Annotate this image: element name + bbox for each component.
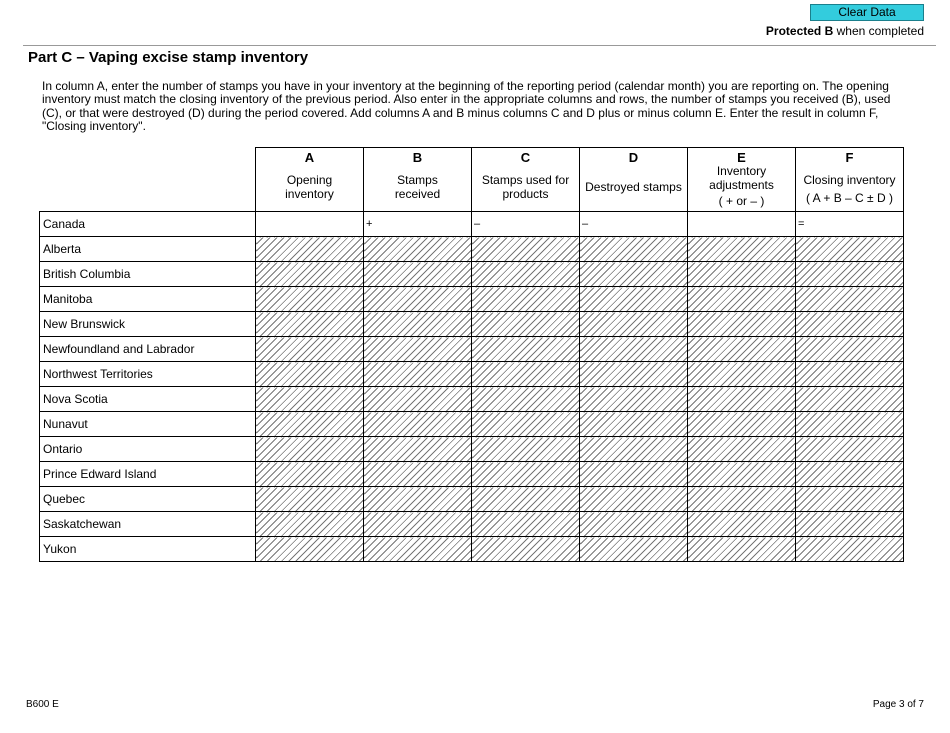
table-row-canada bbox=[40, 212, 904, 237]
hatched-cell bbox=[796, 362, 904, 387]
column-header-b bbox=[364, 148, 472, 212]
hatched-cell bbox=[256, 487, 364, 512]
column-desc-line: Stamps bbox=[397, 173, 438, 187]
row-label: New Brunswick bbox=[40, 312, 256, 337]
instructions-paragraph: In column A, enter the number of stamps you have in your inventory at the beginning of the reporting period (calendar month) you are reporting on. The opening inventory must match the closing inventory of the previous period. Also enter in the appropriate columns and rows, the number of stamps you received (B), used (C), or that were destroyed (D) during the period covered. Add columns A and B minus columns C and D plus or minus column E. Enter the result in column F, "Closing inventory". bbox=[42, 79, 891, 133]
hatched-cell bbox=[472, 387, 580, 412]
hatched-cell bbox=[364, 387, 472, 412]
table-header-row bbox=[40, 148, 904, 212]
column-letter: E bbox=[737, 150, 746, 165]
hatched-cell bbox=[256, 412, 364, 437]
header-divider bbox=[23, 45, 936, 46]
row-label: Yukon bbox=[40, 537, 256, 562]
column-desc-line: Opening bbox=[286, 173, 333, 187]
hatched-cell bbox=[256, 237, 364, 262]
row-label: Alberta bbox=[40, 237, 256, 262]
column-desc-line: Destroyed stamps bbox=[585, 180, 682, 194]
table-row bbox=[40, 237, 904, 262]
hatched-cell bbox=[580, 237, 688, 262]
hatched-cell bbox=[580, 537, 688, 562]
canada-b-input[interactable]: + bbox=[364, 212, 472, 237]
column-letter: C bbox=[520, 150, 531, 165]
hatched-cell bbox=[796, 337, 904, 362]
canada-f-input[interactable]: = bbox=[796, 212, 904, 237]
row-label: Nova Scotia bbox=[40, 387, 256, 412]
hatched-cell bbox=[256, 437, 364, 462]
hatched-cell bbox=[796, 262, 904, 287]
hatched-cell bbox=[472, 262, 580, 287]
hatched-cell bbox=[688, 337, 796, 362]
hatched-cell bbox=[796, 462, 904, 487]
hatched-cell bbox=[580, 312, 688, 337]
hatched-cell bbox=[796, 487, 904, 512]
hatched-cell bbox=[364, 537, 472, 562]
header-blank-cell bbox=[40, 148, 256, 212]
hatched-cell bbox=[364, 437, 472, 462]
row-label: Saskatchewan bbox=[40, 512, 256, 537]
column-desc-line: ( + or – ) bbox=[718, 194, 765, 208]
hatched-cell bbox=[796, 287, 904, 312]
hatched-cell bbox=[472, 312, 580, 337]
hatched-cell bbox=[472, 362, 580, 387]
row-label: Nunavut bbox=[40, 412, 256, 437]
hatched-cell bbox=[472, 487, 580, 512]
hatched-cell bbox=[688, 487, 796, 512]
hatched-cell bbox=[256, 512, 364, 537]
hatched-cell bbox=[796, 312, 904, 337]
hatched-cell bbox=[472, 237, 580, 262]
column-letter: D bbox=[628, 150, 639, 165]
hatched-cell bbox=[580, 337, 688, 362]
hatched-cell bbox=[256, 312, 364, 337]
column-desc-line: Closing inventory bbox=[803, 173, 896, 187]
hatched-cell bbox=[256, 262, 364, 287]
row-label: Quebec bbox=[40, 487, 256, 512]
inventory-table bbox=[39, 147, 904, 562]
row-label: British Columbia bbox=[40, 262, 256, 287]
hatched-cell bbox=[364, 362, 472, 387]
hatched-cell bbox=[580, 487, 688, 512]
hatched-cell bbox=[796, 387, 904, 412]
table-row bbox=[40, 437, 904, 462]
hatched-cell bbox=[580, 262, 688, 287]
page-number: Page 3 of 7 bbox=[872, 699, 924, 710]
page-title: Part C – Vaping excise stamp inventory bbox=[28, 49, 309, 66]
row-label: Canada bbox=[40, 212, 256, 237]
column-desc-line: ( A + B – C ± D ) bbox=[806, 190, 893, 205]
hatched-cell bbox=[364, 312, 472, 337]
row-label: Ontario bbox=[40, 437, 256, 462]
table-row bbox=[40, 462, 904, 487]
row-label: Manitoba bbox=[40, 287, 256, 312]
form-code: B600 E bbox=[26, 699, 59, 710]
table-row bbox=[40, 287, 904, 312]
row-label: Northwest Territories bbox=[40, 362, 256, 387]
hatched-cell bbox=[796, 512, 904, 537]
hatched-cell bbox=[688, 512, 796, 537]
hatched-cell bbox=[688, 262, 796, 287]
hatched-cell bbox=[580, 512, 688, 537]
hatched-cell bbox=[472, 512, 580, 537]
protected-notice bbox=[766, 24, 924, 38]
canada-a-input[interactable] bbox=[256, 212, 364, 237]
column-desc-line: Stamps used for bbox=[481, 173, 570, 187]
row-label: Prince Edward Island bbox=[40, 462, 256, 487]
column-header-c bbox=[472, 148, 580, 212]
hatched-cell bbox=[364, 462, 472, 487]
protected-suffix: when completed bbox=[833, 24, 924, 38]
hatched-cell bbox=[256, 537, 364, 562]
row-label: Newfoundland and Labrador bbox=[40, 337, 256, 362]
hatched-cell bbox=[364, 262, 472, 287]
column-desc-line: Inventory bbox=[716, 164, 767, 178]
column-header-d bbox=[580, 148, 688, 212]
table-row bbox=[40, 362, 904, 387]
hatched-cell bbox=[688, 437, 796, 462]
hatched-cell bbox=[472, 337, 580, 362]
hatched-cell bbox=[688, 462, 796, 487]
table-row bbox=[40, 312, 904, 337]
hatched-cell bbox=[688, 237, 796, 262]
table-row bbox=[40, 387, 904, 412]
hatched-cell bbox=[364, 412, 472, 437]
column-letter: A bbox=[304, 150, 315, 165]
hatched-cell bbox=[688, 362, 796, 387]
column-desc-line: received bbox=[394, 186, 441, 201]
column-header-a bbox=[256, 148, 364, 212]
column-header-f bbox=[796, 148, 904, 212]
hatched-cell bbox=[580, 412, 688, 437]
column-header-e bbox=[688, 148, 796, 212]
hatched-cell bbox=[364, 337, 472, 362]
clear-data-button[interactable]: Clear Data bbox=[810, 4, 924, 21]
hatched-cell bbox=[688, 287, 796, 312]
hatched-cell bbox=[472, 437, 580, 462]
hatched-cell bbox=[256, 287, 364, 312]
hatched-cell bbox=[472, 287, 580, 312]
hatched-cell bbox=[580, 437, 688, 462]
hatched-cell bbox=[796, 237, 904, 262]
hatched-cell bbox=[796, 412, 904, 437]
hatched-cell bbox=[256, 387, 364, 412]
hatched-cell bbox=[796, 537, 904, 562]
column-desc-line: products bbox=[502, 186, 549, 201]
column-desc-line: adjustments bbox=[709, 177, 774, 192]
protected-label: Protected B bbox=[765, 24, 834, 38]
hatched-cell bbox=[364, 487, 472, 512]
canada-e-input[interactable] bbox=[688, 212, 796, 237]
hatched-cell bbox=[256, 462, 364, 487]
hatched-cell bbox=[688, 312, 796, 337]
hatched-cell bbox=[580, 287, 688, 312]
hatched-cell bbox=[472, 462, 580, 487]
column-desc-line: inventory bbox=[285, 186, 334, 201]
table-row bbox=[40, 537, 904, 562]
table-row bbox=[40, 487, 904, 512]
hatched-cell bbox=[580, 387, 688, 412]
canada-d-input[interactable]: – bbox=[580, 212, 688, 237]
hatched-cell bbox=[364, 287, 472, 312]
hatched-cell bbox=[688, 537, 796, 562]
table-row bbox=[40, 512, 904, 537]
table-row bbox=[40, 337, 904, 362]
hatched-cell bbox=[256, 362, 364, 387]
column-letter: B bbox=[412, 150, 423, 165]
hatched-cell bbox=[472, 412, 580, 437]
hatched-cell bbox=[364, 237, 472, 262]
hatched-cell bbox=[580, 362, 688, 387]
hatched-cell bbox=[688, 387, 796, 412]
hatched-cell bbox=[688, 412, 796, 437]
hatched-cell bbox=[364, 512, 472, 537]
hatched-cell bbox=[580, 462, 688, 487]
hatched-cell bbox=[796, 437, 904, 462]
canada-c-input[interactable]: – bbox=[472, 212, 580, 237]
hatched-cell bbox=[472, 537, 580, 562]
table-row bbox=[40, 412, 904, 437]
table-row bbox=[40, 262, 904, 287]
hatched-cell bbox=[256, 337, 364, 362]
column-letter: F bbox=[845, 150, 854, 165]
